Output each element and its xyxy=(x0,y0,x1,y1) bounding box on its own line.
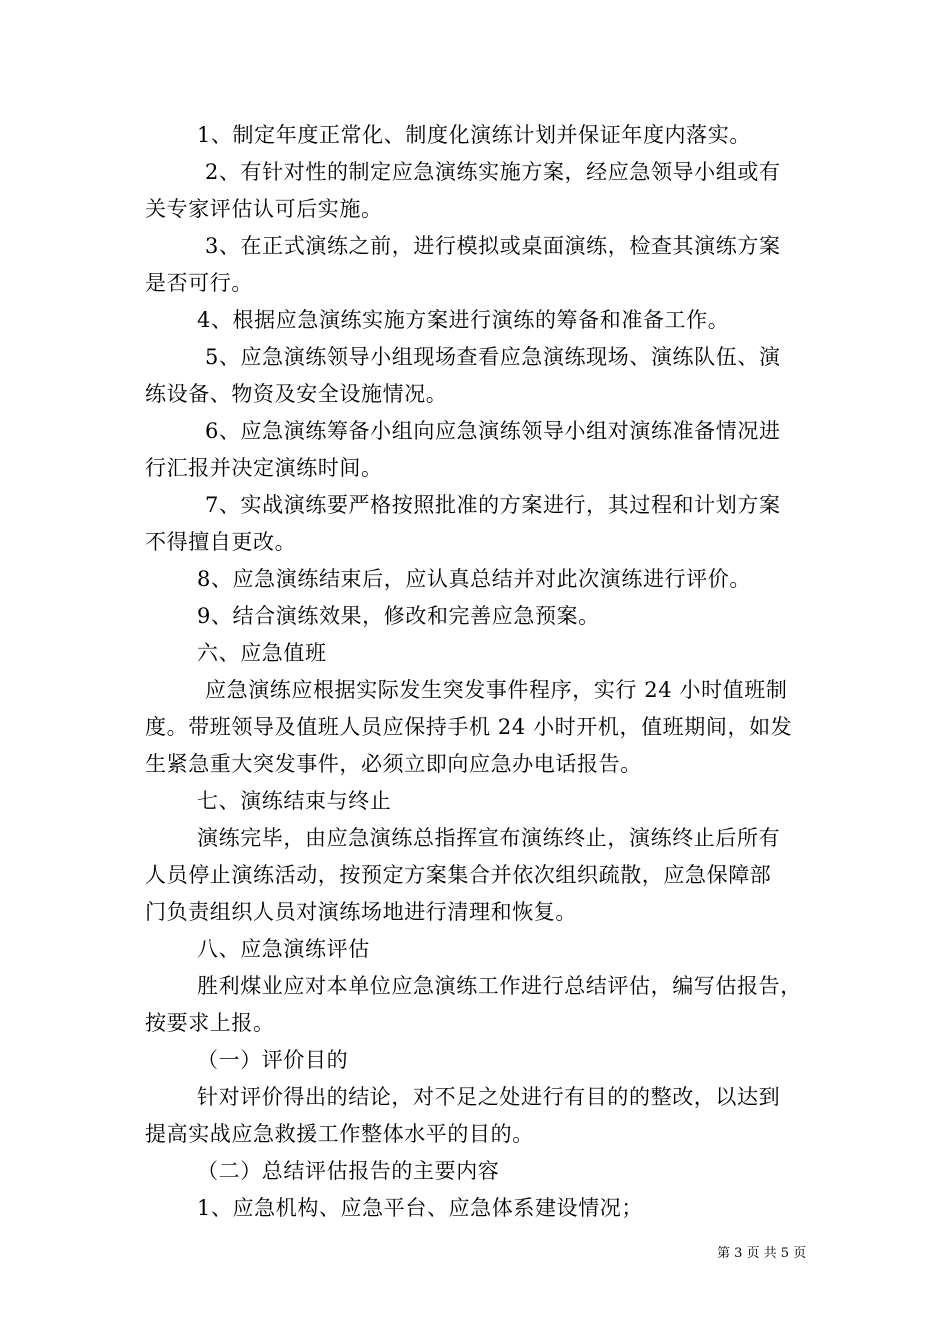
paragraph-line: 7、实战演练要严格按照批准的方案进行，其过程和计划方案 xyxy=(205,493,781,517)
paragraph-line: 2、有针对性的制定应急演练实施方案，经应急领导小组或有 xyxy=(205,160,781,184)
paragraph-line: 1、制定年度正常化、制度化演练计划并保证年度内落实。 xyxy=(197,123,751,147)
paragraph-line: 针对评价得出的结论，对不足之处进行有目的的整改，以达到 xyxy=(197,1085,781,1109)
paragraph-line: 行汇报并决定演练时间。 xyxy=(145,456,383,480)
paragraph-line: 1、应急机构、应急平台、应急体系建设情况； xyxy=(197,1196,643,1220)
section-heading: 八、应急演练评估 xyxy=(197,937,370,961)
section-heading: 六、应急值班 xyxy=(197,641,327,665)
paragraph-line: 演练完毕，由应急演练总指挥宣布演练终止，演练终止后所有 xyxy=(197,826,781,850)
paragraph-line: 是否可行。 xyxy=(145,271,253,295)
paragraph-line: 不得擅自更改。 xyxy=(145,530,297,554)
paragraph-line: 胜利煤业应对本单位应急演练工作进行总结评估，编写估报告， xyxy=(197,974,802,998)
paragraph-line: 3、在正式演练之前，进行模拟或桌面演练，检查其演练方案 xyxy=(205,234,781,258)
paragraph-line: 提高实战应急救援工作整体水平的目的。 xyxy=(145,1122,534,1146)
paragraph-line: 4、根据应急演练实施方案进行演练的筹备和准备工作。 xyxy=(197,308,730,332)
paragraph-line: 练设备、物资及安全设施情况。 xyxy=(145,382,448,406)
paragraph-line: 度。带班领导及值班人员应保持手机 24 小时开机，值班期间，如发 xyxy=(145,715,793,739)
paragraph-line: 应急演练应根据实际发生突发事件程序，实行 24 小时值班制 xyxy=(205,678,788,702)
paragraph-line: 按要求上报。 xyxy=(145,1011,275,1035)
paragraph-line: 9、结合演练效果，修改和完善应急预案。 xyxy=(197,604,600,628)
paragraph-line: 人员停止演练活动，按预定方案集合并依次组织疏散，应急保障部 xyxy=(145,863,772,887)
paragraph-line: 生紧急重大突发事件，必须立即向应急办电话报告。 xyxy=(145,752,642,776)
subsection-heading: （二）总结评估报告的主要内容 xyxy=(197,1159,500,1183)
paragraph-line: 门负责组织人员对演练场地进行清理和恢复。 xyxy=(145,900,577,924)
paragraph-line: 关专家评估认可后实施。 xyxy=(145,197,383,221)
paragraph-line: 6、应急演练筹备小组向应急演练领导小组对演练准备情况进 xyxy=(205,419,781,443)
paragraph-line: 8、应急演练结束后，应认真总结并对此次演练进行评价。 xyxy=(197,567,751,591)
page-number: 第 3 页 共 5 页 xyxy=(717,1246,807,1261)
subsection-heading: （一）评价目的 xyxy=(197,1048,349,1072)
paragraph-line: 5、应急演练领导小组现场查看应急演练现场、演练队伍、演 xyxy=(205,345,781,369)
section-heading: 七、演练结束与终止 xyxy=(197,789,392,813)
